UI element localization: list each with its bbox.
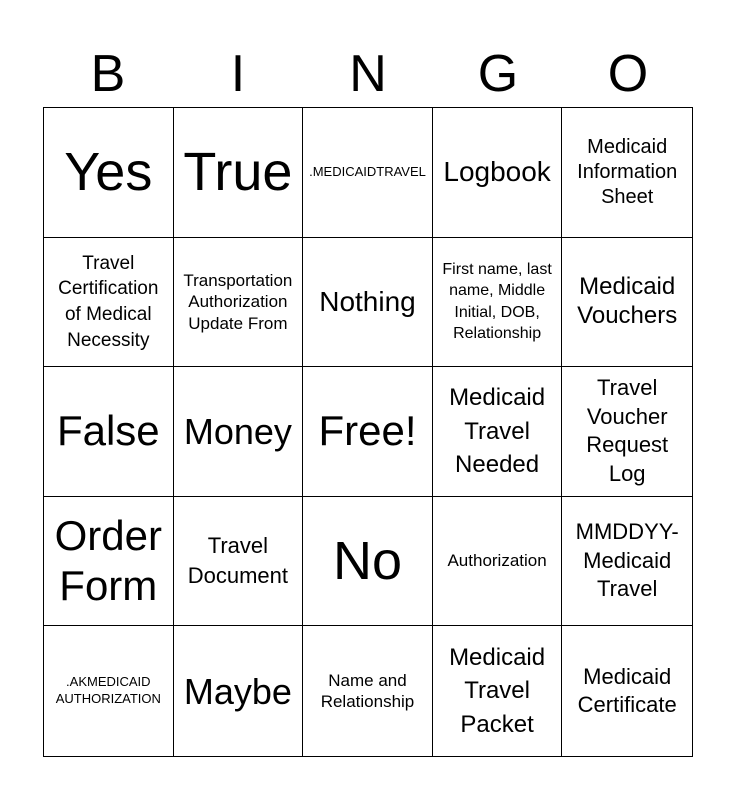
cell-text: Order Form (54, 511, 162, 610)
bingo-cell-r3c4[interactable] (433, 367, 563, 497)
bingo-cell-r5c5[interactable] (562, 626, 692, 756)
bingo-cell-r2c2[interactable] (174, 238, 304, 368)
cell-text: False (56, 407, 160, 455)
bingo-cell-r1c5[interactable] (562, 108, 692, 238)
cell-text: .MEDICAIDTRAVEL (309, 163, 426, 179)
bingo-header (43, 40, 693, 108)
bingo-cell-r5c1[interactable] (44, 626, 174, 756)
bingo-cell-r5c4[interactable] (433, 626, 563, 756)
header-letter-i: I (230, 45, 246, 103)
bingo-cell-r3c2[interactable] (174, 367, 304, 497)
cell-text: Medicaid Travel Needed (449, 384, 546, 479)
cell-text: .AKMEDICAID AUTHORIZATION (55, 674, 161, 707)
header-letter-n: N (349, 45, 387, 103)
bingo-cell-r4c5[interactable] (562, 497, 692, 627)
cell-text: Name and Relationship (320, 670, 415, 712)
bingo-cell-r1c4[interactable] (433, 108, 563, 238)
cell-text: Maybe (183, 670, 292, 712)
bingo-cell-r2c4[interactable] (433, 238, 563, 368)
cell-text: First name, last name, Middle Initial, DOB, Relationship (442, 260, 552, 343)
cell-text: Medicaid Travel Packet (449, 643, 546, 738)
header-letter-b: B (90, 45, 126, 103)
bingo-cell-r4c4[interactable] (433, 497, 563, 627)
cell-text: Logbook (443, 156, 551, 188)
bingo-cell-r1c3[interactable] (303, 108, 433, 238)
cell-text: Travel Certification of Medical Necessity (58, 252, 159, 351)
bingo-cell-r3c1[interactable] (44, 367, 174, 497)
cell-text: Money (183, 410, 292, 452)
bingo-cell-r2c3[interactable] (303, 238, 433, 368)
cell-text: Nothing (319, 285, 416, 317)
bingo-cell-r1c2[interactable] (174, 108, 304, 238)
bingo-cell-r5c2[interactable] (174, 626, 304, 756)
header-letter-o: O (607, 45, 649, 103)
bingo-cell-r3c3[interactable] (303, 367, 433, 497)
cell-text: Medicaid Certificate (577, 663, 677, 718)
cell-text: Authorization (447, 551, 547, 571)
cell-text: Travel Document (187, 533, 289, 589)
bingo-board (43, 107, 693, 757)
cell-text: Travel Voucher Request Log (586, 375, 669, 487)
cell-text: True (183, 142, 293, 203)
cell-text: No (332, 531, 402, 592)
cell-text: Medicaid Information Sheet (577, 135, 678, 208)
bingo-cell-r2c1[interactable] (44, 238, 174, 368)
cell-text: Medicaid Vouchers (577, 273, 678, 329)
bingo-cell-r4c2[interactable] (174, 497, 304, 627)
bingo-cell-r2c5[interactable] (562, 238, 692, 368)
header-letter-g: G (477, 45, 519, 103)
cell-text: Free! (318, 407, 417, 455)
cell-text: MMDDYY-Medicaid Travel (575, 519, 679, 602)
cell-text: Yes (64, 142, 153, 203)
bingo-cell-r4c3[interactable] (303, 497, 433, 627)
bingo-cell-r4c1[interactable] (44, 497, 174, 627)
bingo-cell-r3c5[interactable] (562, 367, 692, 497)
bingo-cell-r1c1[interactable] (44, 108, 174, 238)
bingo-cell-r5c3[interactable] (303, 626, 433, 756)
cell-text: Transportation Authorization Update From (183, 271, 293, 333)
